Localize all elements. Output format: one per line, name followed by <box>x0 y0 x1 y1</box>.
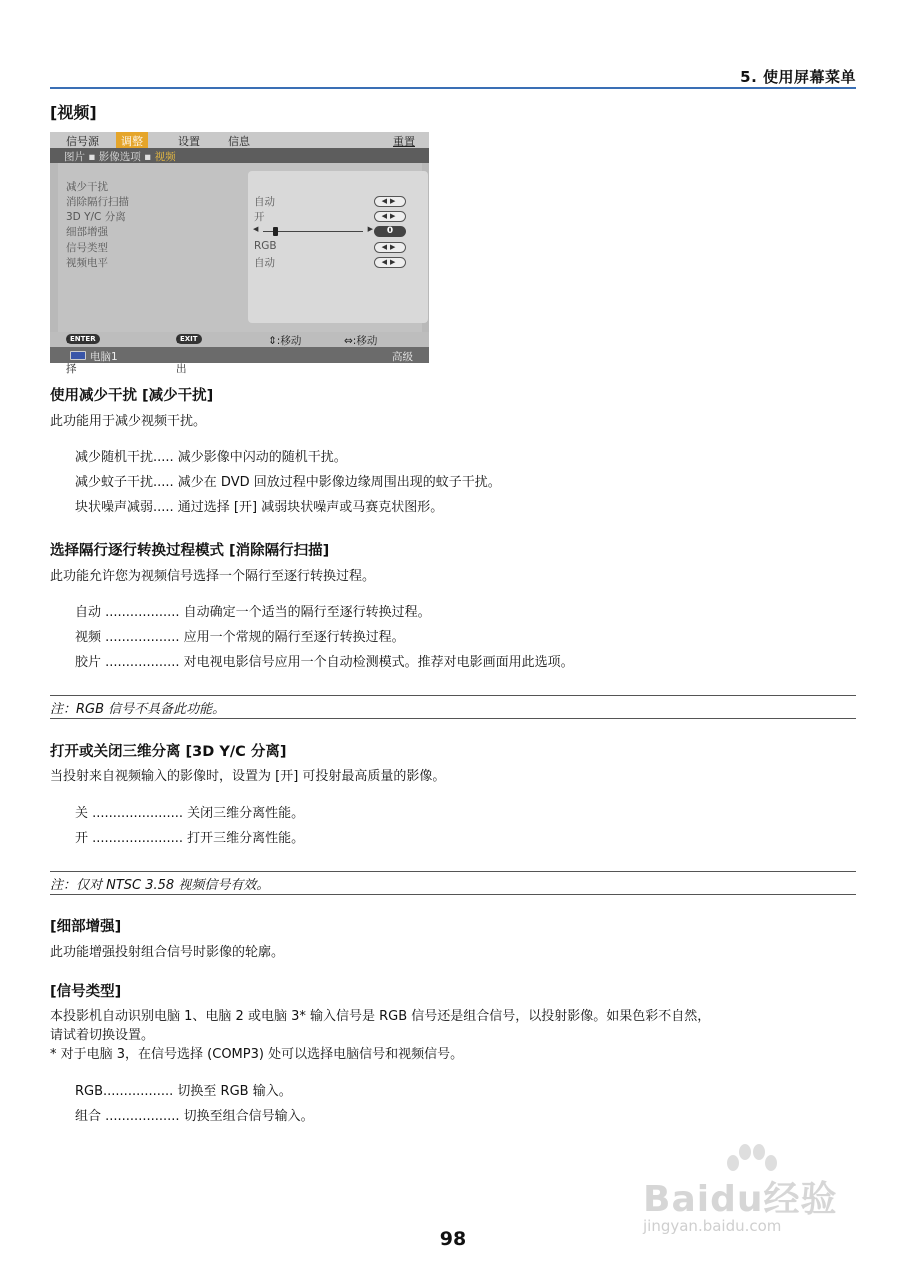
slider-thumb[interactable] <box>273 227 278 236</box>
header-rule <box>50 87 856 89</box>
osd-status-bar <box>50 347 429 363</box>
section-title: [视频] <box>50 103 97 122</box>
note-rule-bottom <box>50 718 856 719</box>
menu-level: 高级 <box>392 351 413 363</box>
osd-tab-adjust[interactable]: 调整 <box>116 132 148 148</box>
monitor-icon <box>70 351 86 360</box>
left-right-arrows-icon[interactable]: ◀▶ <box>374 211 406 222</box>
noise-title: 使用减少干扰 [减少干扰] <box>50 388 214 404</box>
left-right-arrows-icon[interactable]: ◀▶ <box>374 196 406 207</box>
enter-key-icon: ENTER <box>66 334 100 344</box>
crumb-sep: ▪ <box>85 151 99 163</box>
page-number: 98 <box>439 1228 467 1250</box>
deinterlace-title: 选择隔行逐行转换过程模式 [消除隔行扫描] <box>50 543 330 559</box>
osd-row-value: 自动 <box>254 196 275 208</box>
deinterlace-desc: 此功能允许您为视频信号选择一个隔行至逐行转换过程。 <box>50 569 376 584</box>
yc-title: 打开或关闭三维分离 [3D Y/C 分离] <box>50 744 287 760</box>
osd-tab-setup[interactable]: 设置 <box>178 135 200 148</box>
slider-right-arrow-icon: ▶ <box>367 225 373 233</box>
help-exit: : 出 <box>176 334 187 375</box>
crumb-picture: 图片 <box>64 151 85 163</box>
left-right-arrows-icon[interactable]: ◀▶ <box>374 242 406 253</box>
osd-tab-source[interactable]: 信号源 <box>66 135 99 148</box>
osd-content <box>58 163 422 333</box>
noise-desc: 此功能用于减少视频干扰。 <box>50 414 207 429</box>
osd-row-label[interactable]: 3D Y/C 分离 <box>66 211 126 223</box>
input-source: 电脑1 <box>90 351 118 363</box>
yc-item: 开 ...................... 打开三维分离性能。 <box>75 831 305 846</box>
note-rule-bottom <box>50 894 856 895</box>
slider-left-arrow-icon: ◀ <box>253 225 259 233</box>
osd-row-label[interactable]: 视频电平 <box>66 257 108 269</box>
chapter-title: 5. 使用屏幕菜单 <box>740 68 856 86</box>
signal-title: [信号类型] <box>50 984 122 1000</box>
deinterlace-item: 视频 .................. 应用一个常规的隔行至逐行转换过程。 <box>75 630 405 645</box>
deinterlace-note: 注：RGB 信号不具备此功能。 <box>50 702 226 717</box>
crumb-sep: ▪ <box>140 151 155 163</box>
help-select: : 择 <box>66 334 77 375</box>
osd-tab-info[interactable]: 信息 <box>228 135 250 148</box>
yc-item: 关 ...................... 关闭三维分离性能。 <box>75 806 305 821</box>
signal-desc-3: * 对于电脑 3，在信号选择 (COMP3) 处可以选择电脑信号和视频信号。 <box>50 1047 464 1062</box>
osd-menu <box>50 132 429 375</box>
help-updown: ⇕:移动 <box>268 335 302 347</box>
noise-item: 减少随机干扰..... 减少影像中闪动的随机干扰。 <box>75 450 347 465</box>
osd-reset-tab[interactable]: 重置 <box>393 135 415 148</box>
crumb-video: 视频 <box>154 151 176 163</box>
crumb-image-options: 影像选项 <box>98 151 141 163</box>
signal-desc-2: 请试着切换设置。 <box>50 1028 155 1043</box>
signal-item: 组合 .................. 切换至组合信号输入。 <box>75 1109 314 1124</box>
detail-title: [细部增强] <box>50 919 122 935</box>
osd-row-value: 开 <box>254 211 265 223</box>
slider-track <box>263 231 363 232</box>
signal-desc-1: 本投影机自动识别电脑 1、电脑 2 或电脑 3* 输入信号是 RGB 信号还是组合信号，以投射影像。如果色彩不自然， <box>50 1009 711 1024</box>
osd-row-value: RGB <box>254 240 277 252</box>
detail-slider[interactable] <box>253 226 373 237</box>
noise-item: 块状噪声减弱..... 通过选择 [开] 减弱块状噪声或马赛克状图形。 <box>75 500 444 515</box>
osd-breadcrumb <box>50 148 429 163</box>
exit-key-icon: EXIT <box>176 334 202 344</box>
osd-row-label[interactable]: 细部增强 <box>66 226 108 238</box>
deinterlace-item: 胶片 .................. 对电视电影信号应用一个自动检测模式。推荐对电影画面用此选项。 <box>75 655 574 670</box>
yc-note: 注：仅对 NTSC 3.58 视频信号有效。 <box>50 878 270 893</box>
yc-desc: 当投射来自视频输入的影像时，设置为 [开] 可投射最高质量的影像。 <box>50 769 446 784</box>
deinterlace-item: 自动 .................. 自动确定一个适当的隔行至逐行转换过程。 <box>75 605 431 620</box>
signal-item: RGB................. 切换至 RGB 输入。 <box>75 1084 292 1099</box>
watermark-logo: Baidu经验 <box>643 1179 838 1220</box>
detail-value-box: 0 <box>374 226 406 237</box>
left-right-arrows-icon[interactable]: ◀▶ <box>374 257 406 268</box>
osd-row-label[interactable]: 减少干扰 <box>66 181 108 193</box>
osd-row-label[interactable]: 信号类型 <box>66 242 108 254</box>
osd-tab-bar <box>50 132 429 148</box>
noise-item: 减少蚊子干扰..... 减少在 DVD 回放过程中影像边缘周围出现的蚊子干扰。 <box>75 475 501 490</box>
osd-row-label[interactable]: 消除隔行扫描 <box>66 196 129 208</box>
note-rule-top <box>50 695 856 696</box>
help-leftright: ⇔:移动 <box>344 335 378 347</box>
osd-row-value: 自动 <box>254 257 275 269</box>
detail-desc: 此功能增强投射组合信号时影像的轮廓。 <box>50 945 285 960</box>
watermark-url: jingyan.baidu.com <box>643 1217 782 1235</box>
note-rule-top <box>50 871 856 872</box>
